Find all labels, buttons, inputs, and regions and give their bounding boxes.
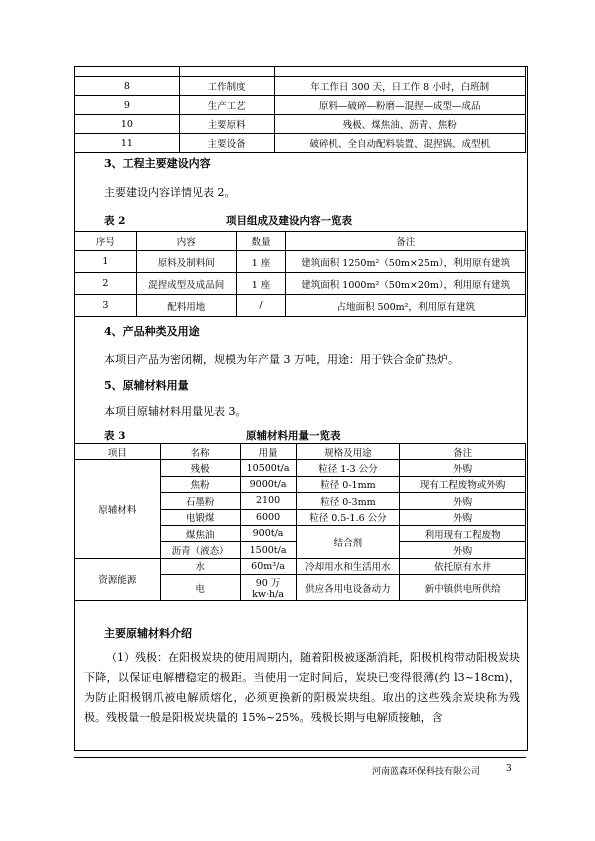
cell-spec: 粒径 0.5-1.6 公分 <box>296 509 400 525</box>
row-content: 原料—破碎—粉磨—混捏—成型—成品 <box>274 96 525 115</box>
table-row <box>75 67 526 77</box>
table-header-row <box>75 232 526 251</box>
row-number: 11 <box>75 134 180 153</box>
raw-materials-table <box>74 443 526 601</box>
cell-note: 新中镇供电所供给 <box>400 575 526 601</box>
cell-note: 建筑面积 1250m²（50m×25m），利用原有建筑 <box>286 251 526 273</box>
column-header: 规格及用途 <box>296 444 400 460</box>
cell-spec: 冷却用水和生活用水 <box>296 558 400 574</box>
cell-name: 电 <box>160 575 240 601</box>
cell-quantity: 1 座 <box>236 251 286 273</box>
row-number: 9 <box>75 96 180 115</box>
row-item: 工作制度 <box>179 77 274 96</box>
cell-name: 石墨粉 <box>160 493 240 509</box>
materials-intro-heading: 主要原辅材料介绍 <box>104 627 192 640</box>
column-header: 内容 <box>136 232 236 251</box>
cell-name: 电锻煤 <box>160 509 240 525</box>
section-4-heading: 4、产品种类及用途 <box>104 325 200 338</box>
cell-spec: 结合剂 <box>296 525 400 558</box>
section-3-text: 主要建设内容详情见表 2。 <box>104 186 236 199</box>
row-item: 生产工艺 <box>179 96 274 115</box>
cell-quantity: 60m³/a <box>240 558 296 574</box>
cell-quantity: 1500t/a <box>240 542 296 558</box>
column-header: 数量 <box>236 232 286 251</box>
cell-note: 占地面积 500m²，利用原有建筑 <box>286 295 526 317</box>
table-2-title: 项目组成及建设内容一览表 <box>226 215 352 227</box>
cell-number: 3 <box>75 295 137 317</box>
cell-note: 建筑面积 1000m²（50m×20m），利用原有建筑 <box>286 273 526 295</box>
section-5-text: 本项目原辅材料用量见表 3。 <box>104 405 247 418</box>
table-3-title: 原辅材料用量一览表 <box>246 430 341 442</box>
cell-note: 利用现有工程废物 <box>400 525 526 541</box>
section-4-text: 本项目产品为密闭糊，规模为年产量 3 万吨，用途：用于铁合金矿热炉。 <box>104 353 459 366</box>
column-header: 备注 <box>286 232 526 251</box>
project-overview-table <box>74 66 526 153</box>
table-row <box>75 460 526 476</box>
group-cell-materials: 原辅材料 <box>75 460 161 558</box>
table-row <box>75 77 526 96</box>
cell-name: 残极 <box>160 460 240 476</box>
cell-content: 混捏成型及成品间 <box>136 273 236 295</box>
cell-spec: 粒径 0-1mm <box>296 476 400 492</box>
cell-quantity: / <box>236 295 286 317</box>
cell-note: 外购 <box>400 542 526 558</box>
footer-rule <box>74 757 526 758</box>
row-content: 破碎机、全自动配料装置、混捏锅、成型机 <box>274 134 525 153</box>
cell-note: 现有工程废物或外购 <box>400 476 526 492</box>
cell-name: 沥青（液态） <box>160 542 240 558</box>
section-3-heading: 3、工程主要建设内容 <box>104 157 211 170</box>
cell-content: 配料用地 <box>136 295 236 317</box>
cell-note: 依托原有水井 <box>400 558 526 574</box>
cell-name: 煤焦油 <box>160 525 240 541</box>
cell-quantity: 2100 <box>240 493 296 509</box>
row-content: 年工作日 300 天，日工作 8 小时，白班制 <box>274 77 525 96</box>
cell-quantity: 9000t/a <box>240 476 296 492</box>
table-row <box>75 134 526 153</box>
page-number: 3 <box>506 764 512 774</box>
table-header-row <box>75 444 526 460</box>
materials-intro-paragraph: （1）残极：在阳极炭块的使用周期内，随着阳极被逐渐消耗，阳极机构带动阳极炭块下降，以保证电解槽稳定的极距。当使用一定时间后，炭块已变得很薄(约 l3~18cm)，为防止阳极钢爪被电解质熔化，必须更换新的阳极炭块组。取出的这些残余炭块称为残极。残极量一般是阳极炭块量的 15%~25%。残极长期与电解质接触，含 <box>84 651 520 724</box>
footer-company: 河南蓝森环保科技有限公司 <box>372 767 481 777</box>
cell-quantity: 90 万 kw·h/a <box>240 575 296 601</box>
cell-note: 外购 <box>400 509 526 525</box>
column-header: 名称 <box>160 444 240 460</box>
cell-quantity: 6000 <box>240 509 296 525</box>
row-number: 10 <box>75 115 180 134</box>
row-item: 主要设备 <box>179 134 274 153</box>
row-item: 主要原料 <box>179 115 274 134</box>
construction-content-table <box>74 231 526 317</box>
cell-name: 水 <box>160 558 240 574</box>
cell-name: 焦粉 <box>160 476 240 492</box>
section-5-heading: 5、原辅材料用量 <box>104 379 189 392</box>
cell-spec: 粒径 1-3 公分 <box>296 460 400 476</box>
cell-note: 外购 <box>400 460 526 476</box>
column-header: 用量 <box>240 444 296 460</box>
cell-number: 1 <box>75 251 137 273</box>
table-3-label: 表 3 <box>104 430 126 442</box>
table-row <box>75 558 526 574</box>
table-row <box>75 295 526 317</box>
cell-quantity: 10500t/a <box>240 460 296 476</box>
column-header: 项目 <box>75 444 161 460</box>
column-header: 序号 <box>75 232 137 251</box>
table-row <box>75 115 526 134</box>
cell-quantity: 900t/a <box>240 525 296 541</box>
table-row <box>75 251 526 273</box>
cell-spec: 供应各用电设备动力 <box>296 575 400 601</box>
cell-content: 原料及制料间 <box>136 251 236 273</box>
column-header: 备注 <box>400 444 526 460</box>
table-row <box>75 96 526 115</box>
cell-spec: 粒径 0-3mm <box>296 493 400 509</box>
cell-note: 外购 <box>400 493 526 509</box>
row-content: 残极、煤焦油、沥青、焦粉 <box>274 115 525 134</box>
row-number: 8 <box>75 77 180 96</box>
cell-number: 2 <box>75 273 137 295</box>
table-row <box>75 273 526 295</box>
group-cell-resources: 资源能源 <box>75 558 161 600</box>
cell-quantity: 1 座 <box>236 273 286 295</box>
table-2-label: 表 2 <box>104 215 126 227</box>
